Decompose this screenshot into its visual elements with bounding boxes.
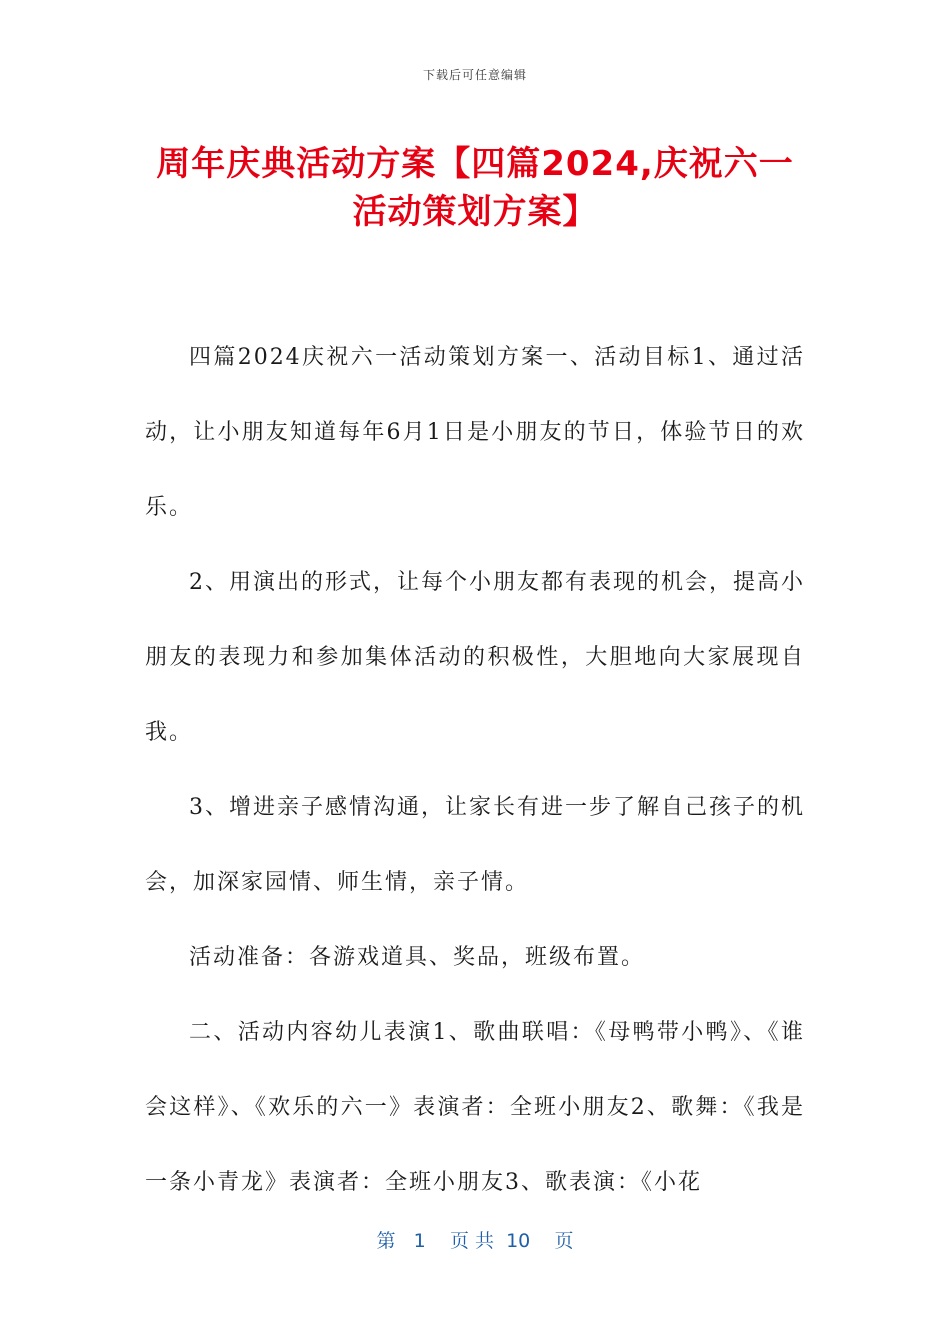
paragraph-4: 活动准备：各游戏道具、奖品，班级布置。 [189,945,646,970]
footer-middle: 页 共 [449,1230,494,1252]
paragraph-1: 四篇2024庆祝六一活动策划方案一、活动目标1、通过活动，让小朋友知道每年6月1日是小朋友的节日，体验节日的欢乐。 [145,345,805,520]
paragraph-5: 二、活动内容幼儿表演1、歌曲联唱：《母鸭带小鸭》、《谁会这样》、《欢乐的六一》表演者：全班小朋友2、歌舞：《我是一条小青龙》表演者：全班小朋友3、歌表演：《小花 [145,1020,805,1195]
total-pages-number: 10 [506,1230,531,1252]
paragraph-2: 2、用演出的形式，让每个小朋友都有表现的机会，提高小朋友的表现力和参加集体活动的积极性，大胆地向大家展现自我。 [145,570,805,745]
footer-prefix: 第 [376,1230,396,1252]
page-footer [0,1226,950,1253]
document-body [145,320,805,1220]
document-title: 周年庆典活动方案【四篇2024,庆祝六一活动策划方案】 [156,144,794,232]
footer-suffix: 页 [554,1230,574,1252]
current-page-number: 1 [413,1230,426,1252]
header-note: 下载后可任意编辑 [422,68,527,82]
paragraph-3: 3、增进亲子感情沟通，让家长有进一步了解自己孩子的机会，加深家园情、师生情，亲子情。 [145,795,805,895]
